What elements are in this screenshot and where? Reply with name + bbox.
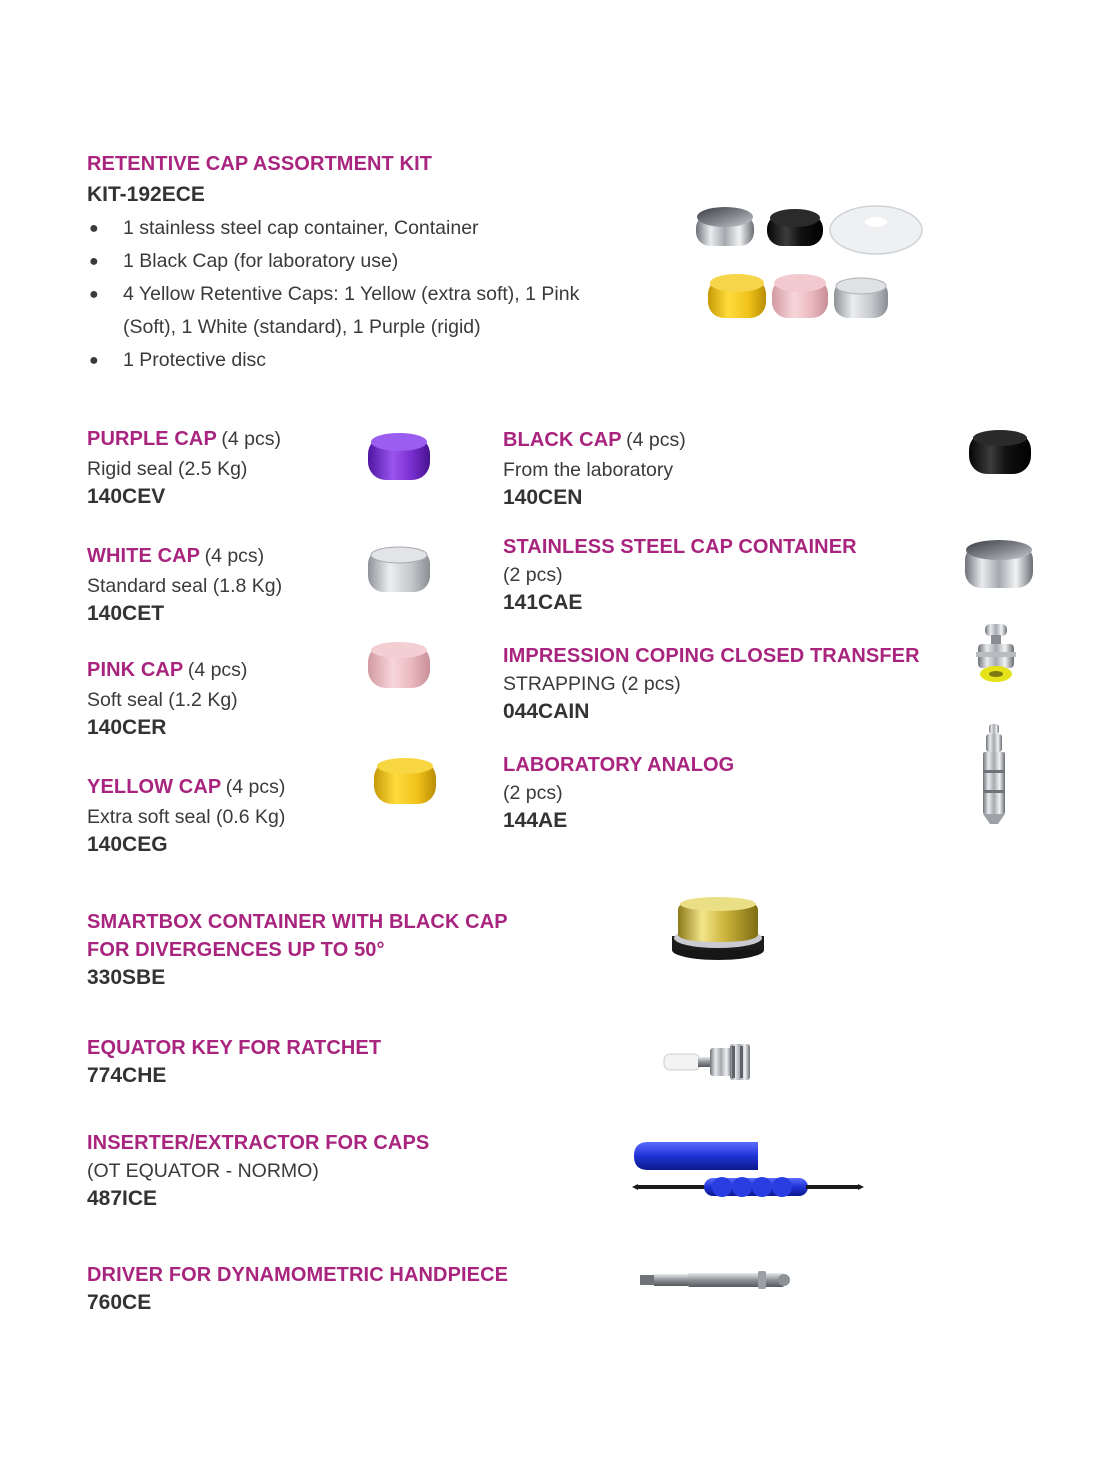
product-black-cap [503, 426, 686, 512]
black-cap-icon [767, 209, 823, 246]
product-title: SMARTBOX CONTAINER WITH BLACK CAP [87, 911, 508, 933]
product-title: PINK CAP [87, 659, 184, 681]
product-equator-key [87, 1034, 381, 1090]
product-desc: Rigid seal (2.5 Kg) [87, 458, 248, 480]
product-qty: (4 pcs) [626, 429, 686, 451]
product-desc: (2 pcs) [503, 564, 563, 586]
product-driver [87, 1261, 508, 1317]
product-title-line-2: FOR DIVERGENCES UP TO 50° [87, 939, 385, 961]
kit-title: RETENTIVE CAP ASSORTMENT KIT [87, 153, 433, 175]
steel-cap-icon [696, 207, 754, 246]
product-yellow-cap [87, 773, 285, 859]
list-item: ● 4 Yellow Retentive Caps: 1 Yellow (extra soft), 1 Pink [89, 283, 580, 305]
product-code: 140CET [87, 602, 165, 625]
black-cap-icon [966, 428, 1034, 478]
lab-analog-icon [978, 722, 1010, 826]
list-item: ● 1 Protective disc [89, 349, 267, 371]
transfer-coping-icon [970, 622, 1022, 688]
list-item: ● 1 stainless steel cap container, Container [89, 217, 479, 239]
product-title: DRIVER FOR DYNAMOMETRIC HANDPIECE [87, 1264, 509, 1286]
list-item-continuation: (Soft), 1 White (standard), 1 Purple (rigid) [123, 316, 481, 338]
product-code: 044CAIN [503, 700, 590, 723]
product-qty: (4 pcs) [225, 776, 286, 798]
product-code: 330SBE [87, 966, 166, 989]
product-impression-coping [503, 642, 920, 726]
kit-contents-list [87, 212, 647, 377]
equator-key-icon [662, 1040, 756, 1086]
product-desc: STRAPPING (2 pcs) [503, 673, 681, 695]
product-qty: (4 pcs) [204, 545, 265, 567]
product-smartbox [87, 908, 508, 992]
product-pink-cap [87, 656, 247, 742]
product-title: BLACK CAP [503, 429, 622, 451]
kit-assortment-image [690, 200, 930, 330]
product-title: WHITE CAP [87, 545, 201, 567]
product-code: 774CHE [87, 1064, 167, 1087]
product-qty: (4 pcs) [187, 659, 248, 681]
white-cap-icon [834, 278, 888, 318]
product-title: IMPRESSION COPING CLOSED TRANSFER [503, 645, 920, 667]
yellow-cap-icon [370, 756, 440, 808]
product-title: PURPLE CAP [87, 428, 217, 450]
product-desc: (OT EQUATOR - NORMO) [87, 1160, 319, 1182]
steel-cap-icon [962, 538, 1036, 592]
product-laboratory-analog [503, 751, 734, 835]
protective-disc-icon [830, 206, 922, 254]
inserter-extractor-icon [630, 1136, 866, 1206]
product-code: 144AE [503, 809, 568, 832]
product-code: 140CEG [87, 833, 168, 856]
product-desc: Extra soft seal (0.6 Kg) [87, 806, 286, 828]
product-desc: Soft seal (1.2 Kg) [87, 689, 238, 711]
product-white-cap [87, 542, 282, 628]
product-title: LABORATORY ANALOG [503, 754, 735, 776]
product-purple-cap [87, 425, 281, 511]
product-code: 140CER [87, 716, 167, 739]
product-title: STAINLESS STEEL CAP CONTAINER [503, 536, 857, 558]
white-cap-icon [364, 544, 434, 596]
kit-code: KIT-192ECE [87, 183, 205, 206]
product-code: 141CAE [503, 591, 583, 614]
product-steel-cap-container [503, 533, 857, 617]
product-title: INSERTER/EXTRACTOR FOR CAPS [87, 1132, 430, 1154]
product-qty: (4 pcs) [221, 428, 281, 450]
product-desc: (2 pcs) [503, 782, 563, 804]
purple-cap-icon [364, 430, 434, 484]
product-inserter-extractor [87, 1129, 429, 1213]
smartbox-icon [668, 892, 768, 964]
product-code: 487ICE [87, 1187, 158, 1210]
driver-icon [638, 1268, 794, 1292]
yellow-cap-icon [708, 274, 766, 318]
product-code: 760CE [87, 1291, 152, 1314]
pink-cap-icon [364, 640, 434, 692]
pink-cap-icon [772, 274, 828, 318]
product-desc: From the laboratory [503, 459, 674, 481]
product-desc: Standard seal (1.8 Kg) [87, 575, 283, 597]
product-code: 140CEV [87, 485, 166, 508]
product-title: YELLOW CAP [87, 776, 222, 798]
product-code: 140CEN [503, 486, 583, 509]
product-title: EQUATOR KEY FOR RATCHET [87, 1037, 382, 1059]
list-item: ● 1 Black Cap (for laboratory use) [89, 250, 399, 272]
